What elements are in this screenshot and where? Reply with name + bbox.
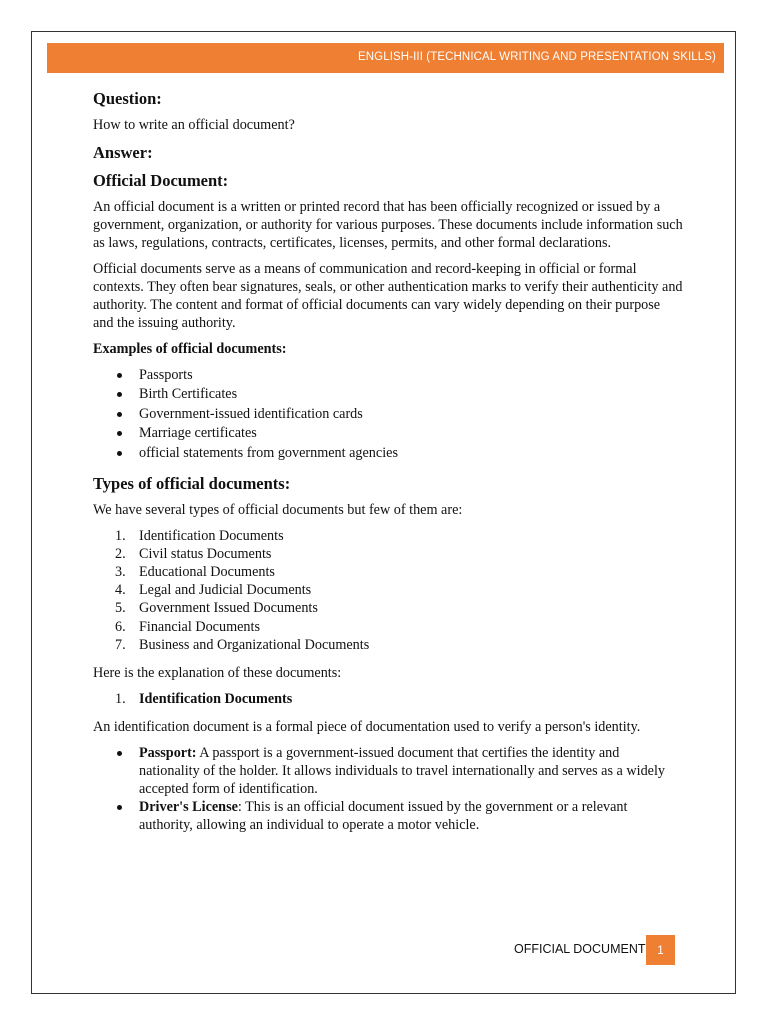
page-number: 1: [646, 935, 675, 965]
examples-list: [93, 366, 683, 463]
question-text: How to write an official document?: [93, 117, 295, 133]
list-item: official statements from government agencies: [115, 444, 683, 463]
explanation-intro: Here is the explanation of these documents:: [93, 664, 342, 681]
list-item: Birth Certificates: [115, 385, 683, 404]
examples-heading: Examples of official documents:: [93, 341, 287, 357]
types-list: [93, 527, 683, 654]
list-item: 7. Business and Organizational Documents: [115, 636, 370, 653]
list-item: Passports: [115, 366, 683, 385]
document-content: [93, 88, 683, 834]
identification-list: [93, 744, 683, 834]
official-document-para2: Official documents serve as a means of communication and record-keeping in official or formal contexts. They often bear signatures, seals, or other authentication marks to verify their authenticity and authority. The content and format of official documents can vary widely depending on their purpose and the issuing authority.: [93, 261, 683, 331]
list-item: Marriage certificates: [115, 424, 683, 443]
question-heading: Question:: [93, 89, 162, 108]
list-item: Government-issued identification cards: [115, 405, 683, 424]
list-item: 3. Educational Documents: [115, 564, 275, 581]
explanation-section-heading: [93, 690, 683, 708]
list-item: 5. Government Issued Documents: [115, 600, 318, 617]
header-title: ENGLISH-III (TECHNICAL WRITING AND PRESENTATION SKILLS): [357, 51, 716, 63]
list-item: 1. Identification Documents: [115, 528, 284, 545]
list-item: 1. Identification Documents: [115, 690, 293, 707]
types-intro: We have several types of official documents but few of them are:: [93, 502, 463, 519]
list-item: 4. Legal and Judicial Documents: [115, 582, 312, 599]
list-item: Driver's License: This is an official document issued by the government or a relevant authority, allowing an individual to operate a motor vehicle.: [115, 798, 683, 834]
official-document-para1: An official document is a written or printed record that has been officially recognized or issued by a government, organization, or authority for various purposes. These documents include information such as laws, regulations, contracts, certificates, licenses, permits, and other formal declarations.: [93, 199, 683, 251]
identification-text: An identification document is a formal piece of documentation used to verify a person's identity.: [93, 718, 641, 735]
header-bar: [47, 43, 724, 73]
list-item: 2. Civil status Documents: [115, 546, 272, 563]
types-heading: Types of official documents:: [93, 474, 291, 494]
answer-heading: Answer:: [93, 143, 153, 162]
list-item: 6. Financial Documents: [115, 618, 260, 635]
official-document-heading: Official Document:: [93, 171, 229, 190]
list-item: Passport: A passport is a government-issued document that certifies the identity and nationality of the holder. It allows individuals to travel internationally and serves as a widely accepted form of identification.: [115, 744, 683, 798]
footer-label: OFFICIAL DOCUMENT: [514, 942, 646, 956]
